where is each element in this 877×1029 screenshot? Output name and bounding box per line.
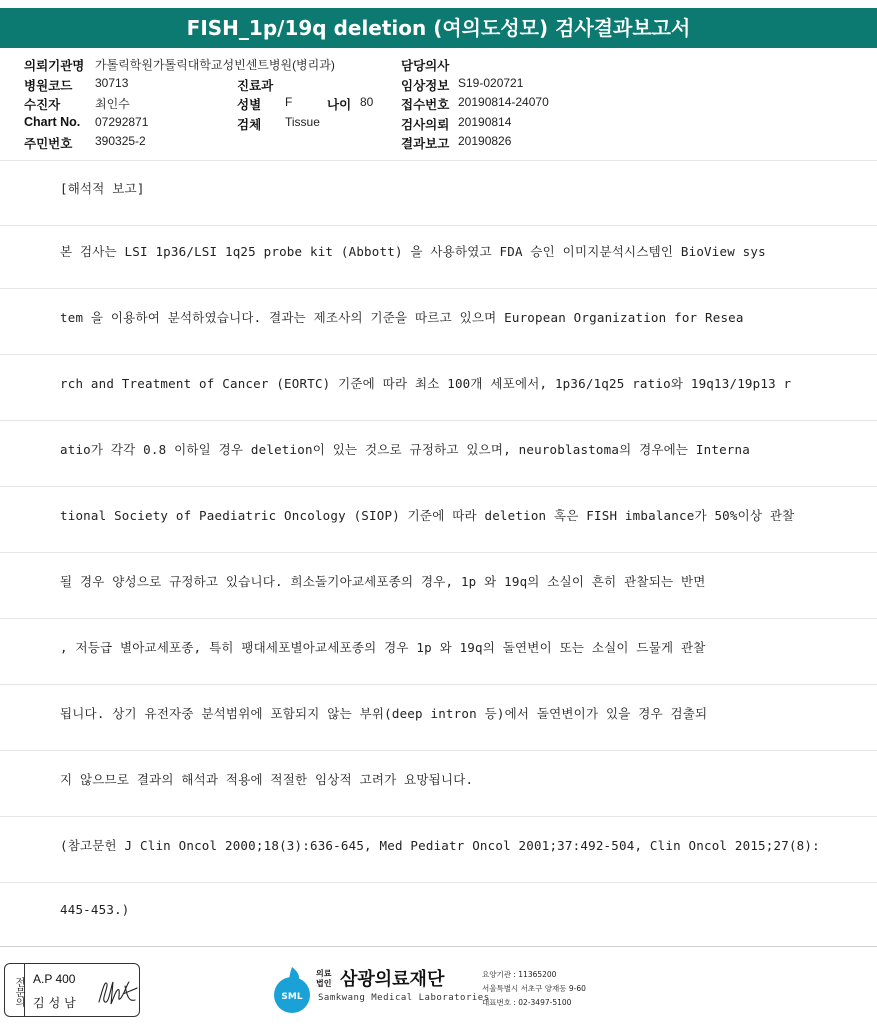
report-line-text: tional Society of Paediatric Oncology (SIOP) 기준에 따라 deletion 혹은 FISH imbalance가 50%이상 관찰 (60, 508, 795, 523)
report-line-text: 본 검사는 LSI 1p36/LSI 1q25 probe kit (Abbott) 을 사용하였고 FDA 승인 이미지분석시스템인 BioView sys (60, 244, 766, 259)
sex-value: F (285, 95, 293, 109)
chart-no-label: Chart No. (24, 115, 81, 129)
report-line-text: 됩니다. 상기 유전자중 분석범위에 포함되지 않는 부위(deep intron 등)에서 돌연변이가 있을 경우 검출되 (60, 706, 708, 721)
doctor-side-label: 전문의 (5, 964, 25, 1016)
report-line-text: (참고문헌 J Clin Oncol 2000;18(3):636-645, Med Pediatr Oncol 2001;37:492-504, Clin Oncol 2015;27(8): (60, 838, 820, 853)
report-line (0, 488, 877, 553)
age-label: 나이 (327, 98, 352, 112)
address: 서울특별시 서초구 양재동 9-60 (482, 984, 586, 993)
report-line (0, 290, 877, 355)
logo-corp: 의료 법인 (316, 969, 332, 988)
report-line-text: tem 을 이용하여 분석하였습니다. 결과는 제조사의 기준을 따르고 있으며 European Organization for Resea (60, 310, 744, 325)
age-value: 80 (360, 95, 374, 109)
chart-no-value: 07292871 (95, 115, 149, 129)
report-line (0, 356, 877, 421)
report-line (0, 620, 877, 685)
clinical-info-label: 임상정보 (401, 79, 450, 93)
request-date-label: 검사의뢰 (401, 118, 450, 132)
report-line (0, 884, 877, 949)
report-line (0, 161, 877, 226)
report-line-text: rch and Treatment of Cancer (EORTC) 기준에 따라 최소 100개 세포에서, 1p36/1q25 ratio와 19q13/19p13 r (60, 376, 792, 391)
report-line-text: [해석적 보고] (60, 181, 145, 196)
resident-no-value: 390325-2 (95, 134, 146, 148)
receipt-no-label: 접수번호 (401, 98, 450, 112)
care-number: 요양기관 : 11365200 (482, 970, 557, 979)
hospital-code-value: 30713 (95, 76, 129, 90)
report-date-value: 20190826 (458, 134, 512, 148)
contact-info (482, 968, 586, 1010)
report-title: FISH_1p/19q deletion (여의도성모) 검사결과보고서 (0, 8, 877, 48)
report-line-text: 445-453.) (60, 902, 130, 917)
doctor-code: A.P 400 (33, 972, 76, 986)
report-line-text: atio가 각각 0.8 이하일 경우 deletion이 있는 것으로 규정하고 있으며, neuroblastoma의 경우에는 Interna (60, 442, 750, 457)
request-date-value: 20190814 (458, 115, 512, 129)
institution-label: 의뢰기관명 (24, 59, 85, 73)
patient-label: 수진자 (24, 98, 61, 112)
report-line (0, 554, 877, 619)
doctor-stamp (4, 963, 140, 1017)
report-line-text: 될 경우 양성으로 규정하고 있습니다. 희소돌기아교세포종의 경우, 1p 와 19q의 소실이 흔히 관찰되는 반면 (60, 574, 706, 589)
physician-label: 담당의사 (401, 59, 450, 73)
specimen-label: 검체 (237, 118, 262, 132)
signature-icon (95, 974, 139, 1010)
clinical-info-value: S19-020721 (458, 76, 524, 90)
report-line (0, 422, 877, 487)
department-label: 진료과 (237, 79, 274, 93)
institution-value: 가톨릭학원가톨릭대학교성빈센트병원(병리과) (95, 58, 335, 72)
sex-label: 성별 (237, 98, 262, 112)
report-line-text: 지 않으므로 결과의 해석과 적용에 적절한 임상적 고려가 요망됩니다. (60, 772, 474, 787)
specimen-value: Tissue (285, 115, 320, 129)
logo-korean-name: 삼광의료재단 (340, 969, 445, 990)
report-line (0, 752, 877, 817)
samkwang-logo (270, 963, 600, 1019)
report-line (0, 818, 877, 883)
report-line-text: , 저등급 별아교세포종, 특히 팽대세포별아교세포종의 경우 1p 와 19q의 돌연변이 또는 소실이 드물게 관찰 (60, 640, 706, 655)
report-line (0, 686, 877, 751)
doctor-name: 김성남 (33, 996, 80, 1010)
phone-number: 대표번호 : 02-3497-5100 (482, 998, 572, 1007)
patient-info (0, 54, 877, 154)
logo-english-name: Samkwang Medical Laboratories (318, 993, 490, 1003)
resident-no-label: 주민번호 (24, 137, 73, 151)
receipt-no-value: 20190814-24070 (458, 95, 549, 109)
report-footer (0, 946, 877, 1029)
report-body (0, 160, 877, 947)
logo-mark-text: SML (281, 992, 303, 1002)
report-line (0, 224, 877, 289)
patient-value: 최인수 (95, 97, 130, 111)
hospital-code-label: 병원코드 (24, 79, 73, 93)
sml-logo-icon (270, 963, 314, 1015)
report-date-label: 결과보고 (401, 137, 450, 151)
